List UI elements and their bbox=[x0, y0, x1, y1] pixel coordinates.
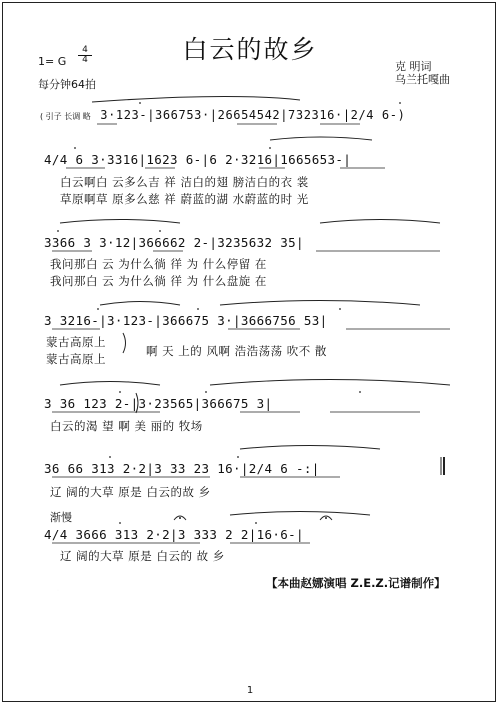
notation-row-4: 3 36 123 2-|3·23565|366675 3| bbox=[44, 396, 273, 411]
key-signature: 1= G bbox=[38, 55, 67, 68]
tempo-marking: 每分钟64拍 bbox=[38, 78, 96, 91]
page-number: 1 bbox=[246, 685, 254, 696]
notation-row-5: 36 66 313 2·2|3 33 23 16·|2/4 6 -:| bbox=[44, 461, 320, 476]
slur-4a bbox=[60, 382, 160, 386]
lyrics-row-3a: 蒙古高原上 bbox=[46, 335, 106, 349]
slur-3b bbox=[220, 301, 420, 306]
ritardando-label: 渐慢 bbox=[50, 511, 72, 524]
lyrics-row-3c: 啊 天 上的 风啊 浩浩荡荡 吹不 散 bbox=[146, 344, 327, 358]
song-title: 白云的故乡 bbox=[182, 35, 318, 64]
intro-slur bbox=[92, 96, 300, 102]
slur-6 bbox=[230, 512, 370, 516]
slur-2b bbox=[320, 220, 440, 224]
lyricist-credit: 克 明词 bbox=[395, 60, 432, 73]
lyrics-row-1b: 草原啊草 原多么慈 祥 蔚蓝的湖 水蔚蓝的时 光 bbox=[60, 192, 309, 206]
lyrics-row-2a: 我问那白 云 为什么徜 徉 为 什么停留 在 bbox=[50, 257, 267, 271]
time-signature: 4 4 bbox=[78, 46, 92, 65]
lyrics-row-5: 辽 阔的大草 原是 白云的故 乡 bbox=[50, 485, 211, 499]
notation-row-1: 4/4 6 3·3316|1623 6-|6 2·3216|1665653-| bbox=[44, 152, 352, 167]
slur-1 bbox=[270, 137, 372, 140]
lyrics-row-2b: 我问那白 云 为什么徜 徉 为 什么盘旋 在 bbox=[50, 274, 267, 288]
slur-4b bbox=[210, 380, 450, 386]
lyrics-row-6: 辽 阔的大草 原是 白云的 故 乡 bbox=[60, 549, 225, 563]
slur-5 bbox=[240, 446, 380, 450]
notation-row-3: 3 3216-|3·123-|366675 3·|3666756 53| bbox=[44, 313, 328, 328]
lyrics-row-3b: 蒙古高原上 bbox=[46, 352, 106, 366]
slur-2a bbox=[60, 220, 180, 224]
footer-credit: 【本曲赵娜演唱 Z.E.Z.记谱制作】 bbox=[266, 576, 446, 590]
notation-row-2: 3366 3 3·12|366662 2-|3235632 35| bbox=[44, 235, 304, 250]
lyrics-row-4: 白云的渴 望 啊 美 丽的 牧场 bbox=[50, 419, 203, 433]
brace-3 bbox=[123, 333, 126, 353]
notation-row-6: 4/4 3666 313 2·2|3 333 2 2|16·6-| bbox=[44, 527, 304, 542]
intro-melody: 3·123-|366753·|26654542|732316·|2/4 6-) bbox=[100, 108, 406, 122]
slur-3a bbox=[100, 302, 180, 306]
intro-label: ( 引子 长调 略 bbox=[40, 112, 91, 121]
composer-credit: 乌兰托嘎曲 bbox=[395, 73, 450, 86]
brace-4 bbox=[136, 393, 138, 413]
lyrics-row-1a: 白云啊白 云多么吉 祥 洁白的翅 膀洁白的衣 裳 bbox=[60, 175, 309, 189]
